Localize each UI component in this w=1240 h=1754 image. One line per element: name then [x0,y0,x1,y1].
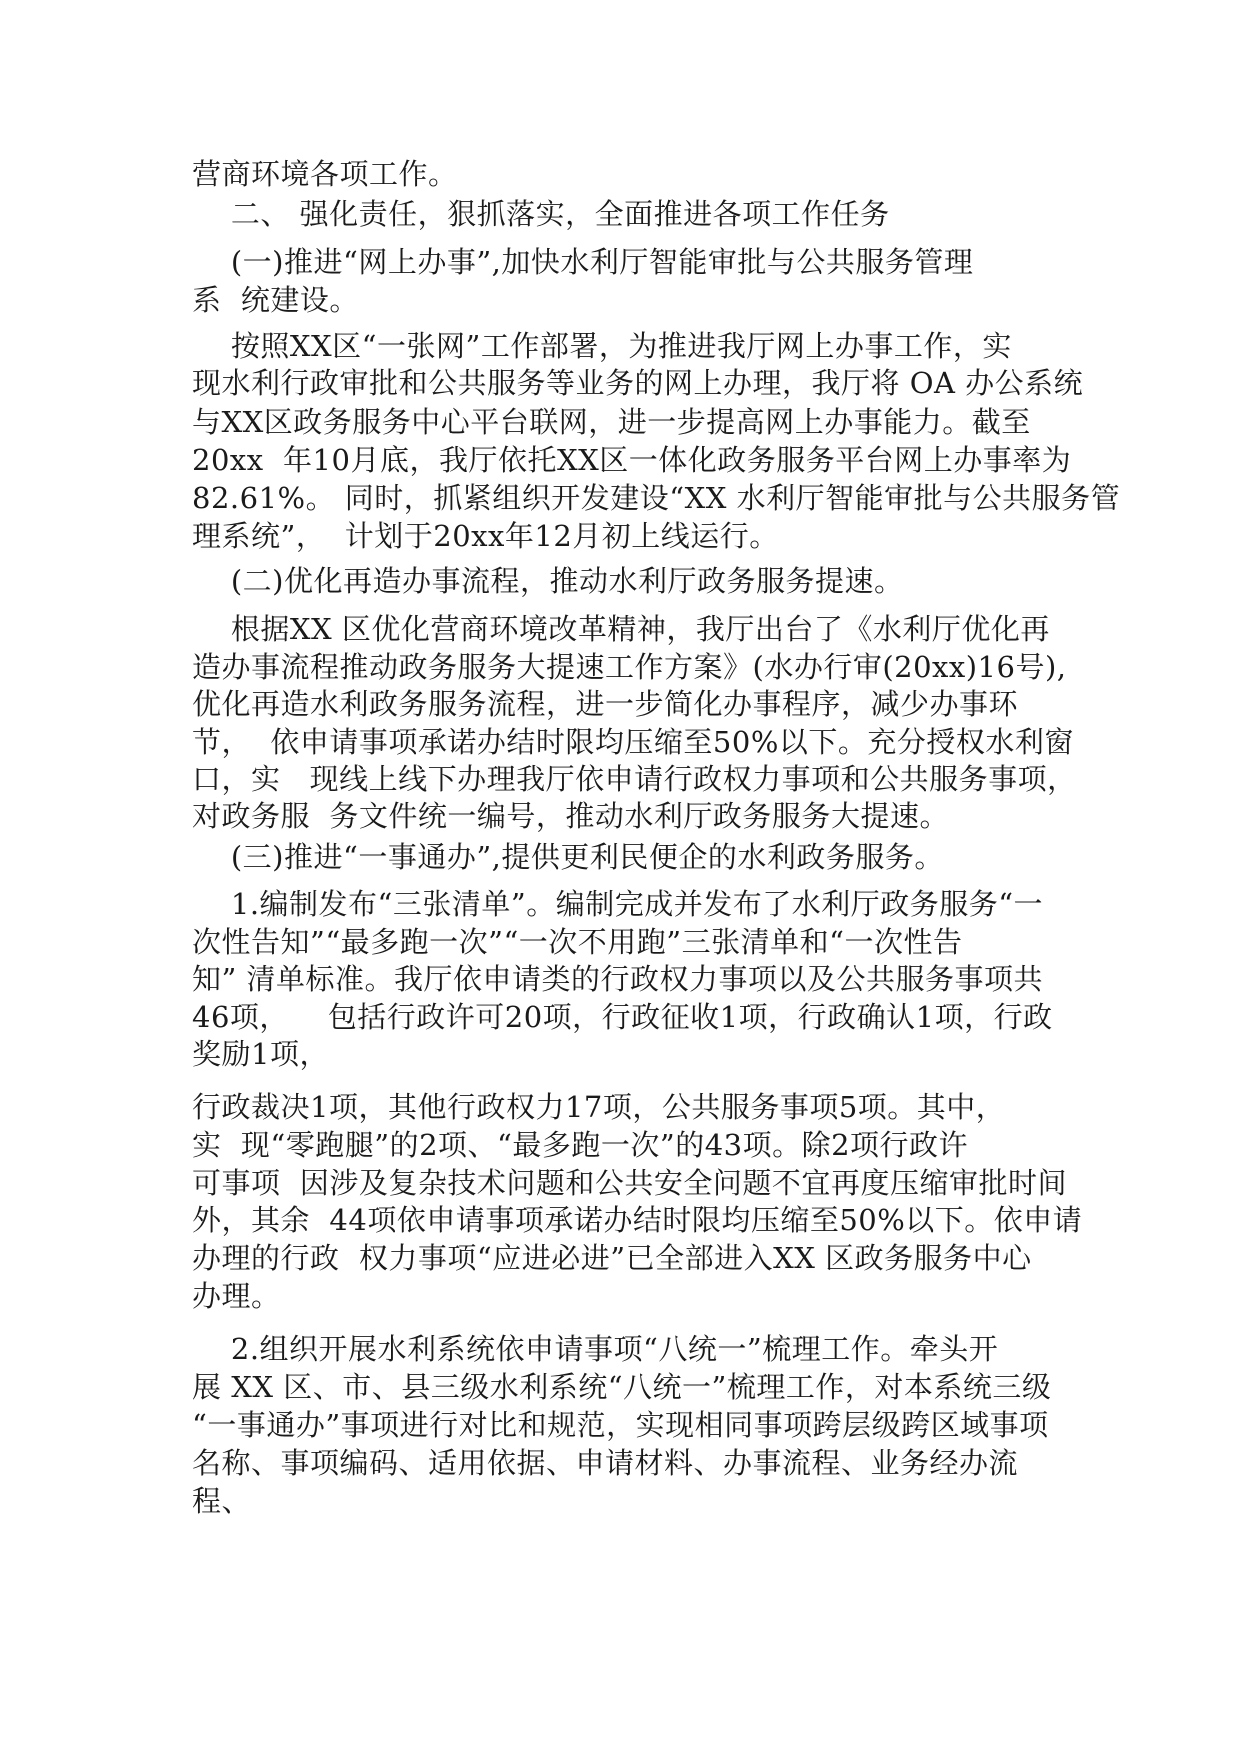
text-line: 办理的行政 权力事项“应进必进”已全部进入XX 区政务服务中心 [192,1241,1032,1275]
text-line: 名称、事项编码、适用依据、申请材料、办事流程、业务经办流 [192,1446,1019,1480]
text-line: 理系统”， 计划于20xx年12月初上线运行。 [192,519,779,553]
text-line: 按照XX区“一张网”工作部署，为推进我厅网上办事工作，实 [192,329,1012,363]
text-line: 优化再造水利政务服务流程，进一步简化办事程序，减少办事环 [192,687,1019,721]
text-line: 营商环境各项工作。 [192,157,458,191]
text-line: 可事项 因涉及复杂技术问题和公共安全问题不宜再度压缩审批时间 [192,1166,1067,1200]
text-line: 行政裁决1项，其他行政权力17项，公共服务事项5项。其中， [192,1090,1006,1124]
subsection-heading: (二)优化再造办事流程，推动水利厅政务服务提速。 [192,564,904,598]
text-line: 2.组织开展水利系统依申请事项“八统一”梳理工作。牵头开 [192,1332,999,1366]
text-line: 46项， 包括行政许可20项，行政征收1项，行政确认1项，行政 [192,1000,1053,1034]
text-line: 口，实 现线上线下办理我厅依申请行政权力事项和公共服务事项， [192,762,1077,796]
text-line: 系 统建设。 [192,283,359,317]
text-line: 奖励1项， [192,1037,329,1071]
text-line: 82.61%。 同时，抓紧组织开发建设“XX 水利厅智能审批与公共服务管 [192,481,1121,515]
text-line: 与XX区政务服务中心平台联网，进一步提高网上办事能力。截至 [192,405,1031,439]
text-line: 造办事流程推动政务服务大提速工作方案》(水办行审(20xx)16号), [192,650,1067,684]
text-line: 次性告知”“最多跑一次”“一次不用跑”三张清单和“一次性告 [192,925,963,959]
text-line: 节， 依申请事项承诺办结时限均压缩至50%以下。充分授权水利窗 [192,725,1074,759]
text-line: 知” 清单标准。我厅依申请类的行政权力事项以及公共服务事项共 [192,962,1044,996]
text-line: 对政务服 务文件统一编号，推动水利厅政务服务大提速。 [192,799,949,833]
text-line: 20xx 年10月底，我厅依托XX区一体化政务服务平台网上办事率为 [192,443,1072,477]
text-line: 实 现“零跑腿”的2项、“最多跑一次”的43项。除2项行政许 [192,1128,969,1162]
text-line: 1.编制发布“三张清单”。编制完成并发布了水利厅政务服务“一 [192,887,1044,921]
text-line: 外，其余 44项依申请事项承诺办结时限均压缩至50%以下。依申请 [192,1203,1083,1237]
text-line: 程、 [192,1484,252,1518]
subsection-heading: (三)推进“一事通办”,提供更利民便企的水利政务服务。 [192,840,944,874]
section-heading: 二、 强化责任，狠抓落实，全面推进各项工作任务 [192,197,890,231]
text-line: 根据XX 区优化营商环境改革精神，我厅出台了《水利厅优化再 [192,612,1050,646]
text-line: 现水利行政审批和公共服务等业务的网上办理，我厅将 OA 办公系统 [192,366,1084,400]
text-line: 展 XX 区、市、县三级水利系统“八统一”梳理工作，对本系统三级 [192,1370,1052,1404]
text-line: 办理。 [192,1279,281,1313]
subsection-heading: (一)推进“网上办事”,加快水利厅智能审批与公共服务管理 [192,245,974,279]
text-line: “一事通办”事项进行对比和规范，实现相同事项跨层级跨区域事项 [192,1408,1049,1442]
